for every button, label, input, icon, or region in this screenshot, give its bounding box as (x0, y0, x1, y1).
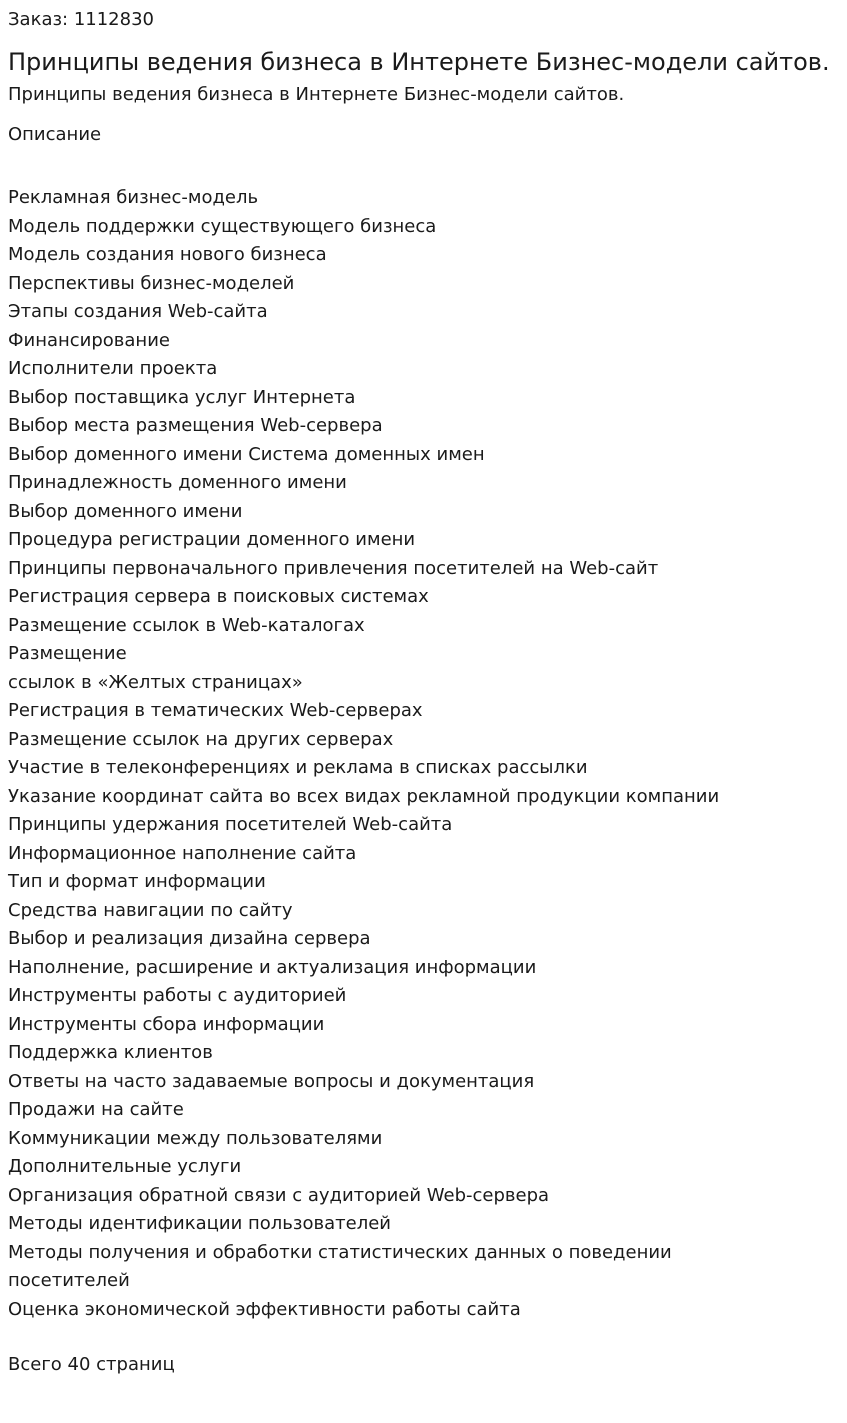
list-item: Размещение ссылок на других серверах (8, 728, 394, 750)
page-subtitle: Принципы ведения бизнеса в Интернете Бизнес-модели сайтов. (8, 84, 625, 105)
page-title: Принципы ведения бизнеса в Интернете Бизнес-модели сайтов. (8, 48, 830, 76)
list-item: Перспективы бизнес-моделей (8, 272, 295, 294)
list-item: Процедура регистрации доменного имени (8, 529, 416, 550)
list-item: Инструменты работы с аудиторией (8, 985, 347, 1006)
list-item: Модель создания нового бизнеса (8, 244, 327, 265)
list-item: Указание координат сайта во всех видах рекламной продукции компании (8, 785, 720, 807)
list-item: Методы получения и обработки статистических данных о поведении посетителей (8, 1241, 672, 1291)
list-item: Методы идентификации пользователей (8, 1213, 391, 1234)
list-item: Наполнение, расширение и актуализация информации (8, 956, 537, 978)
list-item: Регистрация в тематических Web-серверах (8, 700, 423, 721)
list-item: Выбор доменного имени (8, 500, 243, 522)
description-heading: Описание (8, 124, 102, 145)
list-item: Оценка экономической эффективности работы сайта (8, 1298, 521, 1320)
list-item: Тип и формат информации (8, 871, 266, 892)
list-item: Поддержка клиентов (8, 1042, 213, 1063)
list-item: Выбор поставщика услуг Интернета (8, 386, 356, 408)
list-item: Средства навигации по сайту (8, 899, 293, 921)
list-item: Участие в телеконференциях и реклама в списках рассылки (8, 757, 588, 778)
list-item: Выбор места размещения Web-сервера (8, 415, 383, 436)
list-item: Регистрация сервера в поисковых системах (8, 586, 429, 607)
list-item: Ответы на часто задаваемые вопросы и документация (8, 1070, 535, 1092)
table-of-contents (8, 184, 839, 1324)
list-item: Принципы удержания посетителей Web-сайта (8, 814, 453, 835)
list-item: Продажи на сайте (8, 1099, 184, 1120)
list-item: Модель поддержки существующего бизнеса (8, 215, 437, 237)
list-item: Принадлежность доменного имени (8, 472, 347, 493)
list-item: Дополнительные услуги (8, 1156, 242, 1177)
list-item: ссылок в «Желтых страницах» (8, 671, 303, 693)
list-item: Выбор и реализация дизайна сервера (8, 928, 371, 949)
list-item: Инструменты сбора информации (8, 1013, 325, 1035)
order-number: Заказ: 1112830 (8, 9, 154, 30)
list-item: Размещение (8, 643, 127, 664)
list-item: Информационное наполнение сайта (8, 842, 357, 864)
list-item: Размещение ссылок в Web-каталогах (8, 614, 365, 636)
list-item: Организация обратной связи с аудиторией Web-сервера (8, 1184, 550, 1206)
list-item: Выбор доменного имени Система доменных имен (8, 443, 485, 465)
list-item: Коммуникации между пользователями (8, 1127, 383, 1149)
list-item: Исполнители проекта (8, 358, 218, 379)
list-item: Рекламная бизнес-модель (8, 187, 259, 208)
list-item: Этапы создания Web-сайта (8, 301, 268, 322)
list-item: Принципы первоначального привлечения посетителей на Web-сайт (8, 557, 659, 579)
list-item: Финансирование (8, 329, 170, 351)
page-count: Всего 40 страниц (8, 1354, 175, 1375)
